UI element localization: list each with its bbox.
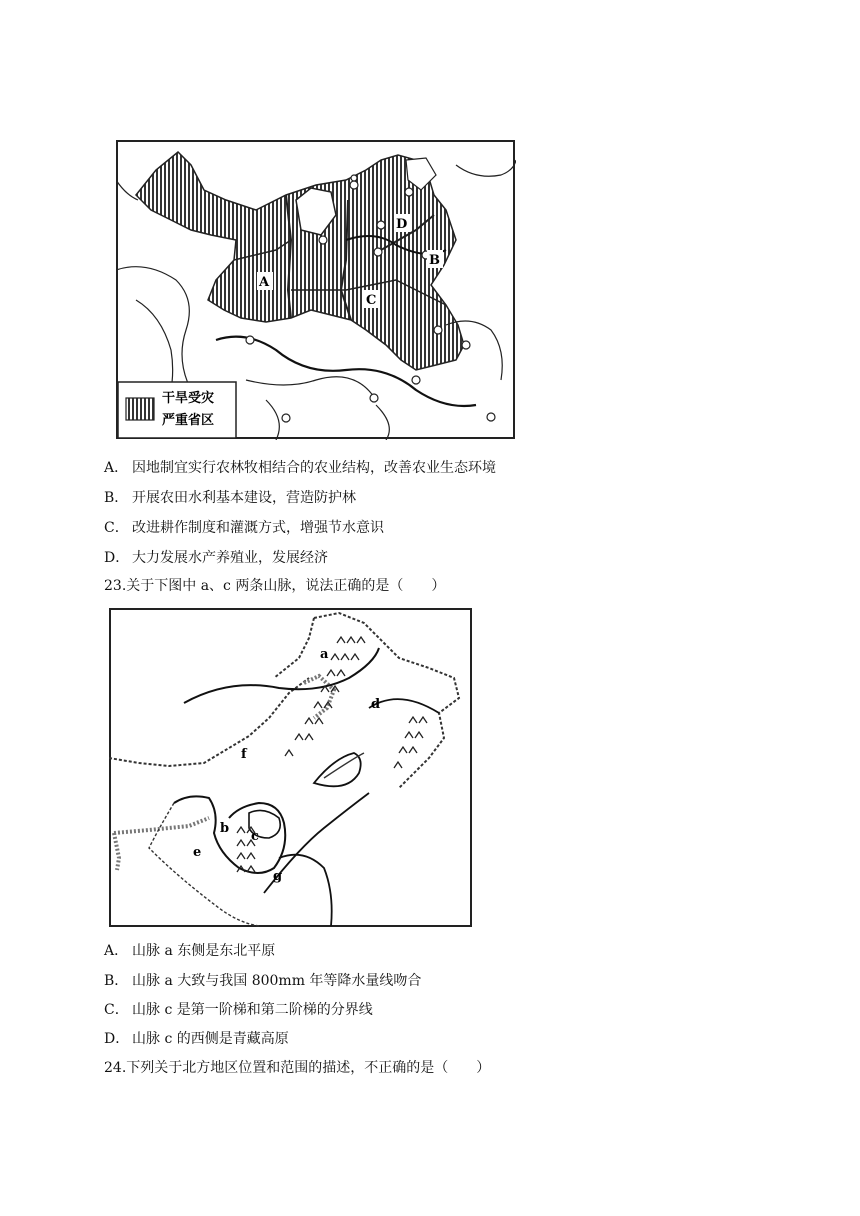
region-label-g: g bbox=[273, 869, 283, 884]
drought-map bbox=[116, 140, 516, 440]
q23-option-a bbox=[104, 941, 275, 961]
region-label-d: D bbox=[396, 217, 408, 232]
region-label-e: e bbox=[193, 845, 202, 860]
option-letter: C． bbox=[104, 520, 129, 536]
q22-option-b bbox=[104, 488, 356, 508]
region-label-f: f bbox=[241, 747, 247, 762]
legend-swatch bbox=[126, 398, 154, 420]
option-letter: B． bbox=[104, 973, 129, 989]
option-text: 山脉 a 东侧是东北平原 bbox=[132, 943, 276, 959]
region-label-b: b bbox=[220, 821, 230, 836]
q22-option-a bbox=[104, 458, 496, 478]
option-letter: C． bbox=[104, 1002, 129, 1018]
option-text: 因地制宜实行农林牧相结合的农业结构，改善农业生态环境 bbox=[132, 460, 496, 476]
mountain-map bbox=[109, 608, 473, 928]
legend-label-line1: 干旱受灾 bbox=[162, 391, 215, 406]
option-text: 开展农田水利基本建设，营造防护林 bbox=[132, 490, 356, 506]
option-letter: A． bbox=[104, 943, 129, 959]
option-text: 山脉 a 大致与我国 800mm 年等降水量线吻合 bbox=[132, 973, 422, 989]
q22-option-c bbox=[104, 518, 384, 538]
q23-option-c bbox=[104, 1000, 373, 1020]
option-text: 山脉 c 的西侧是青藏高原 bbox=[132, 1031, 289, 1047]
legend-label-line2: 严重省区 bbox=[162, 413, 215, 428]
option-text: 山脉 c 是第一阶梯和第二阶梯的分界线 bbox=[132, 1002, 373, 1018]
q23-option-d bbox=[104, 1029, 289, 1049]
region-label-c: C bbox=[366, 293, 377, 308]
region-label-a: A bbox=[259, 275, 270, 290]
mountain-label-a: a bbox=[320, 647, 329, 662]
option-text: 改进耕作制度和灌溉方式，增强节水意识 bbox=[132, 520, 384, 536]
q23-option-b bbox=[104, 971, 421, 991]
option-letter: A． bbox=[104, 460, 129, 476]
q22-option-d bbox=[104, 548, 328, 568]
q23-question: 23.关于下图中 a、c 两条山脉，说法正确的是（ ） bbox=[104, 578, 446, 594]
q24-question: 24.下列关于北方地区位置和范围的描述，不正确的是（ ） bbox=[104, 1060, 491, 1076]
option-letter: D． bbox=[104, 550, 130, 566]
option-text: 大力发展水产养殖业，发展经济 bbox=[132, 550, 328, 566]
option-letter: D． bbox=[104, 1031, 130, 1047]
option-letter: B． bbox=[104, 490, 129, 506]
region-label-d: d bbox=[371, 697, 381, 712]
mountain-label-c: c bbox=[251, 829, 259, 844]
region-label-b: B bbox=[429, 253, 440, 268]
